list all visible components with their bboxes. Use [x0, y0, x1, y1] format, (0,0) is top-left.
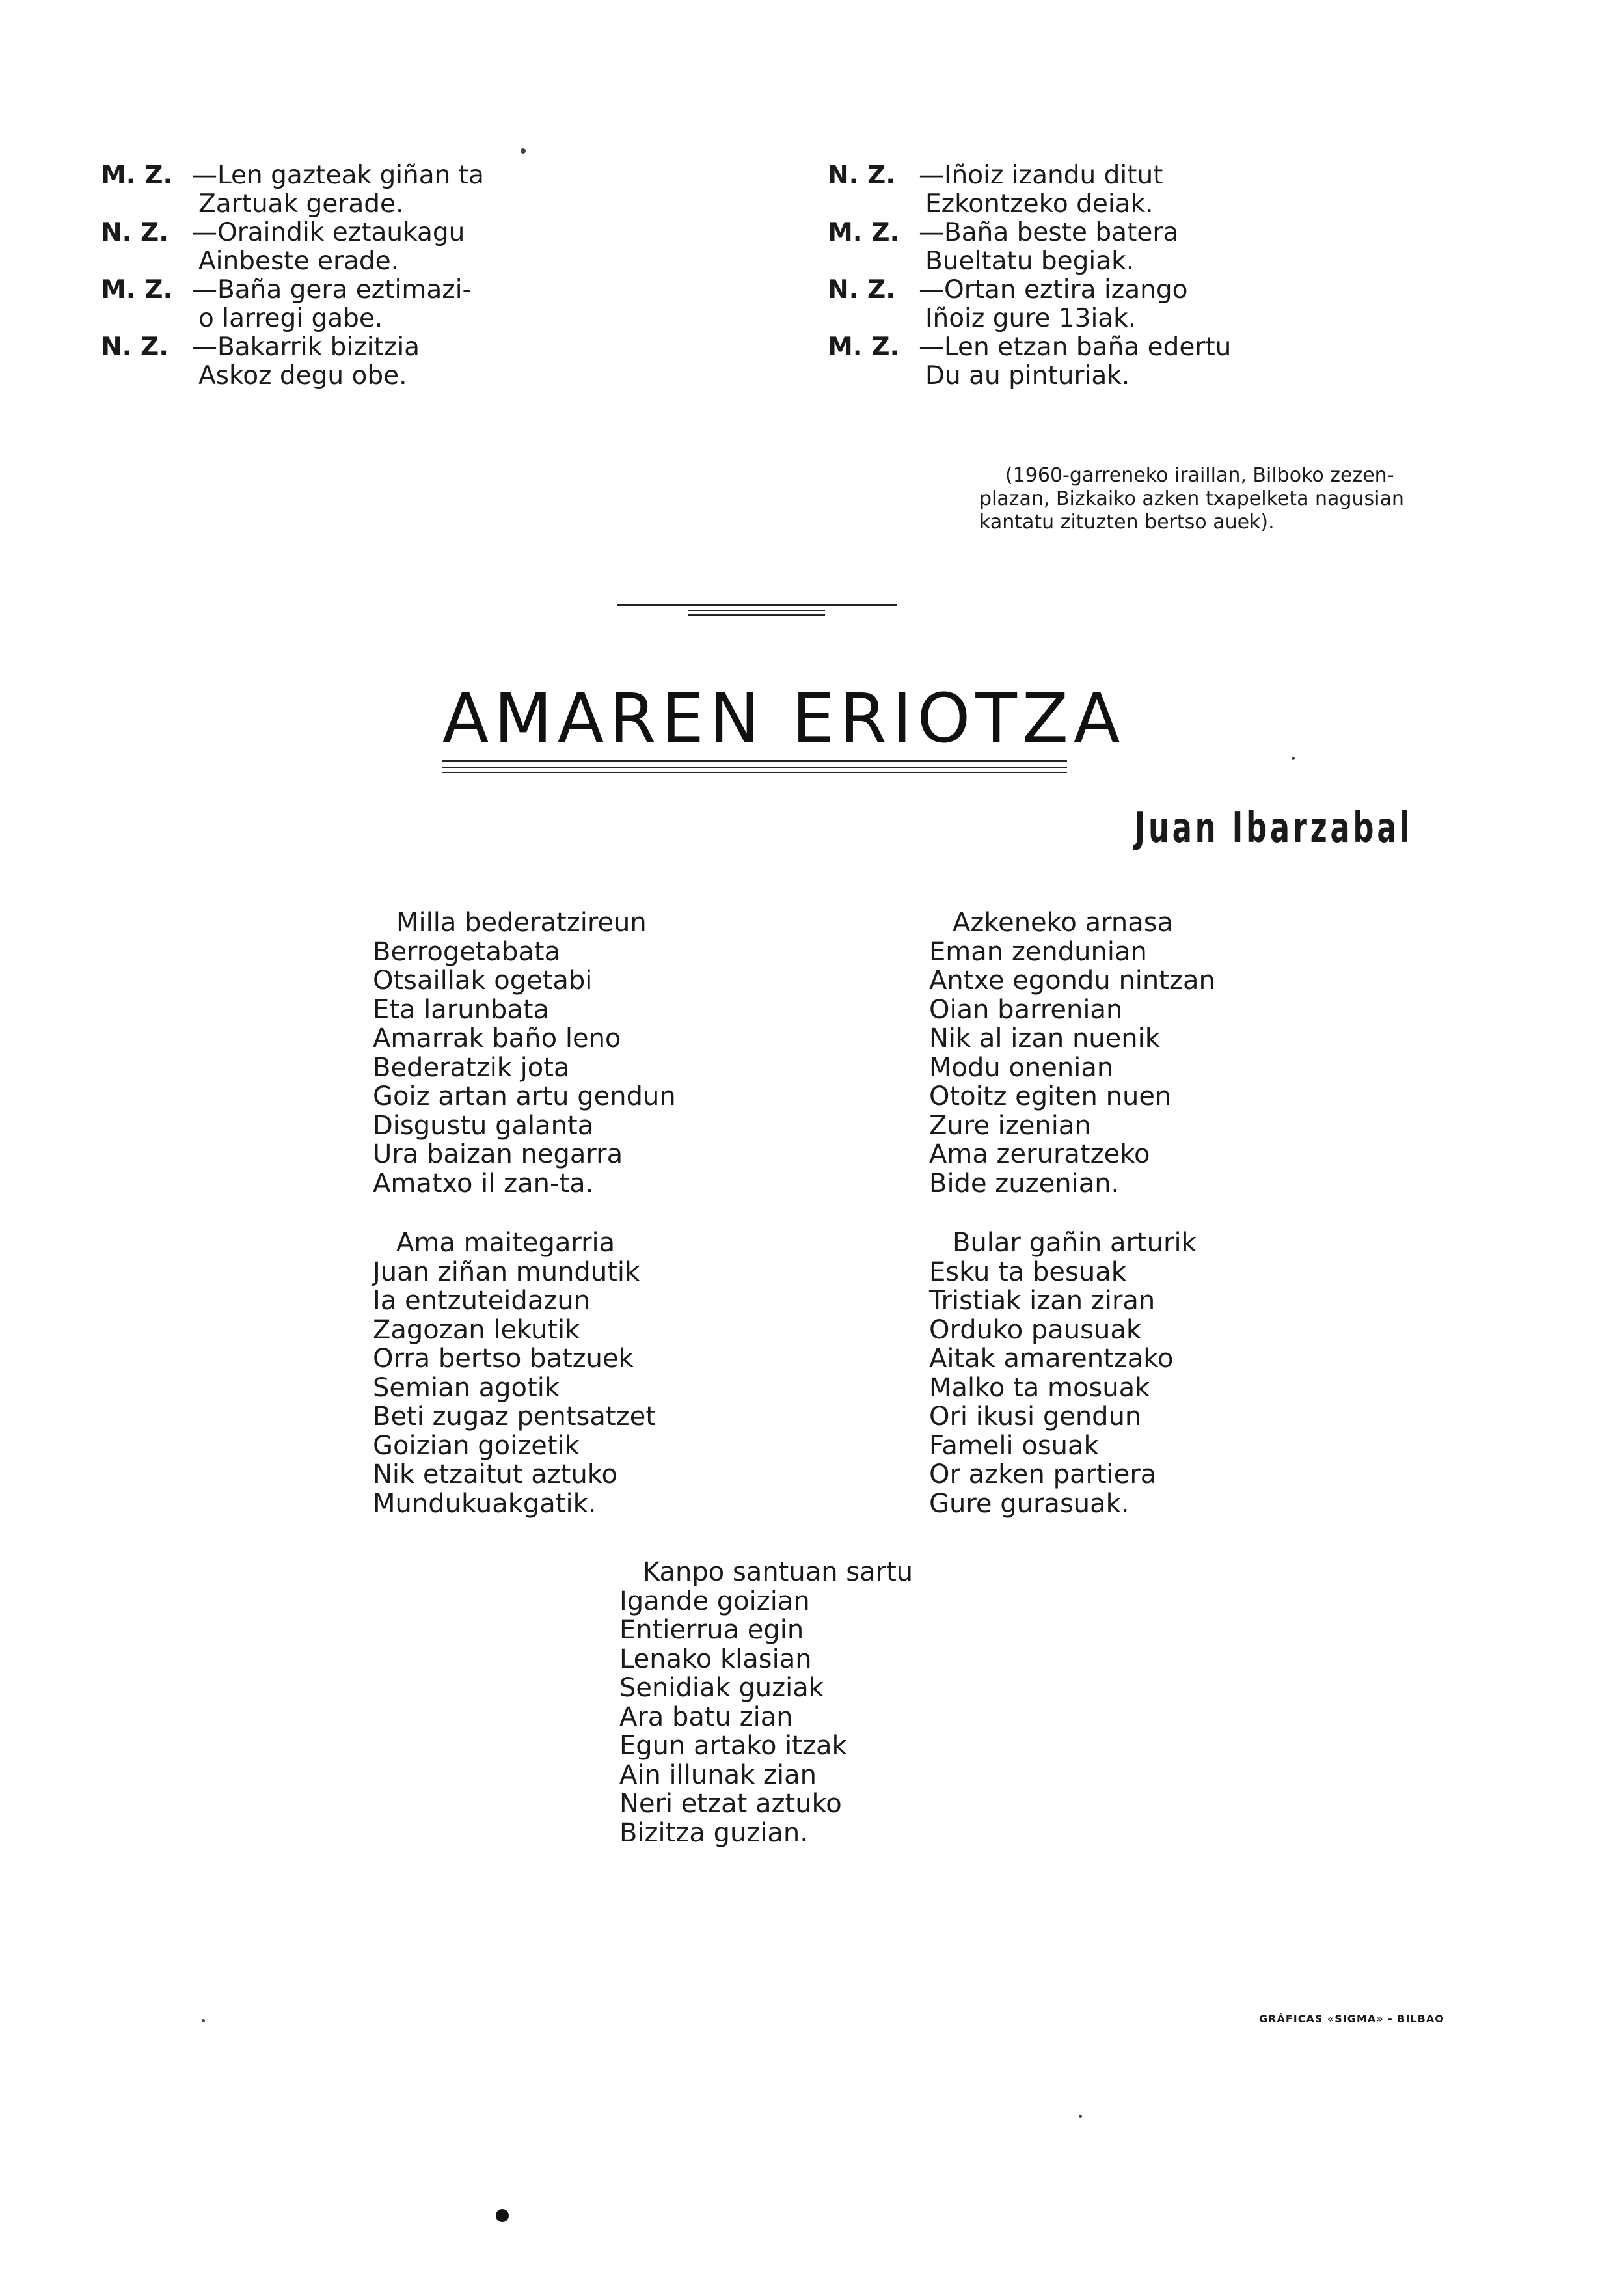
verse-line: Or azken partiera — [929, 1460, 1157, 1489]
note-line: (1960-garreneko iraillan, Bilboko zezen- — [1005, 464, 1394, 487]
verse-line: Esku ta besuak — [929, 1256, 1126, 1287]
verse-line: Fameli osuak — [929, 1430, 1099, 1461]
verse-line: Goiz artan artu gendun — [373, 1081, 676, 1111]
print-speck — [1292, 757, 1295, 760]
verse-line: Azkeneko arnasa — [953, 908, 1174, 938]
dialogue-text: Ainbeste erade. — [198, 247, 399, 276]
verse-line: Mundukuakgatik. — [373, 1488, 597, 1519]
verse-line: Zagozan lekutik — [373, 1314, 580, 1345]
verse-line: Malko ta mosuak — [929, 1372, 1150, 1403]
title-underline — [442, 760, 1067, 762]
verse-line: Tristiak izan ziran — [929, 1286, 1156, 1316]
dialogue-text: —Oraindik eztaukagu — [192, 218, 465, 247]
dialogue-line — [101, 190, 484, 219]
dialogue-line — [101, 362, 484, 390]
page-title: AMAREN ERIOTZA — [442, 679, 1126, 758]
dialogue-line — [828, 161, 1231, 190]
dialogue-text: —Baña beste batera — [919, 218, 1179, 247]
verse-line: Entierrua egin — [619, 1615, 804, 1645]
dialogue-line — [828, 247, 1231, 276]
dialogue-line — [828, 362, 1231, 390]
dialogue-line — [101, 161, 484, 190]
print-speck — [521, 148, 526, 154]
print-speck — [496, 2209, 509, 2222]
verse-line: Ia entzuteidazun — [373, 1286, 591, 1316]
verse-line: Kanpo santuan sartu — [643, 1557, 914, 1587]
dialogue-text: o larregi gabe. — [198, 304, 383, 333]
print-speck — [202, 2019, 205, 2022]
verse-line: Nik etzaitut aztuko — [373, 1460, 618, 1489]
print-speck — [1079, 2115, 1082, 2118]
verse-line: Aitak amarentzako — [929, 1344, 1174, 1374]
verse-line: Otsaillak ogetabi — [373, 966, 593, 996]
verse-line: Ara batu zian — [619, 1702, 793, 1732]
dialogue-line — [101, 333, 484, 362]
dialogue-text: —Len etzan baña edertu — [919, 333, 1232, 362]
speaker-label: N. Z. — [101, 218, 169, 247]
separator-rule — [688, 614, 825, 616]
dialogue-line — [101, 276, 484, 305]
verse-line: Ura baizan negarra — [373, 1139, 623, 1169]
verse-line: Amarrak baño leno — [373, 1024, 621, 1053]
verse-line: Ama zeruratzeko — [929, 1139, 1150, 1169]
dialogue-line — [828, 219, 1231, 247]
title-underline — [442, 772, 1067, 773]
verse-line: Amatxo il zan-ta. — [373, 1168, 594, 1199]
dialogue-line — [828, 305, 1231, 333]
verse-line: Eta larunbata — [373, 994, 550, 1025]
speaker-label: M. Z. — [828, 333, 900, 362]
dialogue-text: —Bakarrik bizitzia — [192, 333, 420, 362]
verse-line: Otoitz egiten nuen — [929, 1081, 1172, 1111]
verse-line: Ain illunak zian — [619, 1759, 817, 1790]
verse-line: Juan ziñan mundutik — [373, 1256, 640, 1287]
speaker-label: N. Z. — [828, 161, 896, 190]
verse-line: Neri etzat aztuko — [619, 1789, 842, 1819]
verse-line: Bizitza guzian. — [619, 1817, 808, 1848]
verse-line: Ori ikusi gendun — [929, 1402, 1142, 1432]
dialogue-text: Askoz degu obe. — [198, 361, 407, 390]
dialogue-right — [828, 161, 1231, 390]
speaker-label: N. Z. — [828, 275, 896, 305]
speaker-label: M. Z. — [101, 275, 173, 305]
dialogue-text: Iñoiz gure 13iak. — [925, 304, 1137, 333]
verse-line: Orduko pausuak — [929, 1314, 1142, 1345]
stanza — [929, 1229, 1197, 1518]
separator-rule — [617, 604, 897, 606]
dialogue-text: —Ortan eztira izango — [919, 275, 1188, 305]
verse-line: Berrogetabata — [373, 936, 561, 967]
verse-line: Ama maitegarria — [396, 1228, 616, 1258]
verse-line: Bederatzik jota — [373, 1052, 570, 1083]
separator-rule — [688, 610, 825, 611]
dialogue-line — [101, 305, 484, 333]
stanza — [619, 1558, 913, 1847]
verse-line: Eman zendunian — [929, 936, 1147, 967]
dialogue-line — [101, 219, 484, 247]
verse-line: Oian barrenian — [929, 994, 1123, 1025]
verse-line: Milla bederatzireun — [396, 908, 647, 938]
speaker-label: N. Z. — [101, 333, 169, 362]
verse-line: Disgustu galanta — [373, 1110, 594, 1141]
dialogue-text: —Baña gera eztimazi- — [192, 275, 472, 305]
note-line: plazan, Bizkaiko azken txapelketa nagusian — [979, 487, 1404, 510]
note-line: kantatu zituzten bertso auek). — [979, 511, 1275, 534]
verse-line: Bular gañin arturik — [953, 1228, 1197, 1258]
verse-line: Igande goizian — [619, 1586, 810, 1616]
dialogue-text: Ezkontzeko deiak. — [925, 189, 1154, 219]
verse-line: Beti zugaz pentsatzet — [373, 1402, 656, 1432]
verse-line: Lenako klasian — [619, 1644, 812, 1674]
verse-line: Nik al izan nuenik — [929, 1024, 1160, 1053]
verse-line: Senidiak guziak — [619, 1673, 824, 1703]
verse-line: Bide zuzenian. — [929, 1168, 1120, 1199]
printer-imprint: GRÁFICAS «SIGMA» - BILBAO — [1259, 2013, 1444, 2025]
dialogue-line — [828, 276, 1231, 305]
verse-line: Antxe egondu nintzan — [929, 966, 1215, 996]
dialogue-text: Bueltatu begiak. — [925, 247, 1135, 276]
verse-line: Goizian goizetik — [373, 1430, 580, 1461]
author-name: Juan Ibarzabal — [1134, 804, 1413, 852]
dialogue-text: —Iñoiz izandu ditut — [919, 161, 1163, 190]
dialogue-text: Du au pinturiak. — [925, 361, 1130, 390]
dialogue-line — [828, 333, 1231, 362]
stanza — [929, 908, 1215, 1198]
dialogue-text: —Len gazteak giñan ta — [192, 161, 484, 190]
verse-line: Modu onenian — [929, 1052, 1114, 1083]
speaker-label: M. Z. — [101, 161, 173, 190]
verse-line: Gure gurasuak. — [929, 1488, 1130, 1519]
dialogue-text: Zartuak gerade. — [198, 189, 404, 219]
source-note — [979, 464, 1415, 534]
verse-line: Orra bertso batzuek — [373, 1344, 634, 1374]
verse-line: Egun artako itzak — [619, 1731, 847, 1761]
dialogue-line — [101, 247, 484, 276]
dialogue-line — [828, 190, 1231, 219]
dialogue-left — [101, 161, 484, 390]
verse-line: Semian agotik — [373, 1372, 560, 1403]
stanza — [373, 1229, 656, 1518]
verse-line: Zure izenian — [929, 1110, 1091, 1141]
speaker-label: M. Z. — [828, 218, 900, 247]
title-underline — [442, 767, 1067, 768]
stanza — [373, 908, 676, 1198]
